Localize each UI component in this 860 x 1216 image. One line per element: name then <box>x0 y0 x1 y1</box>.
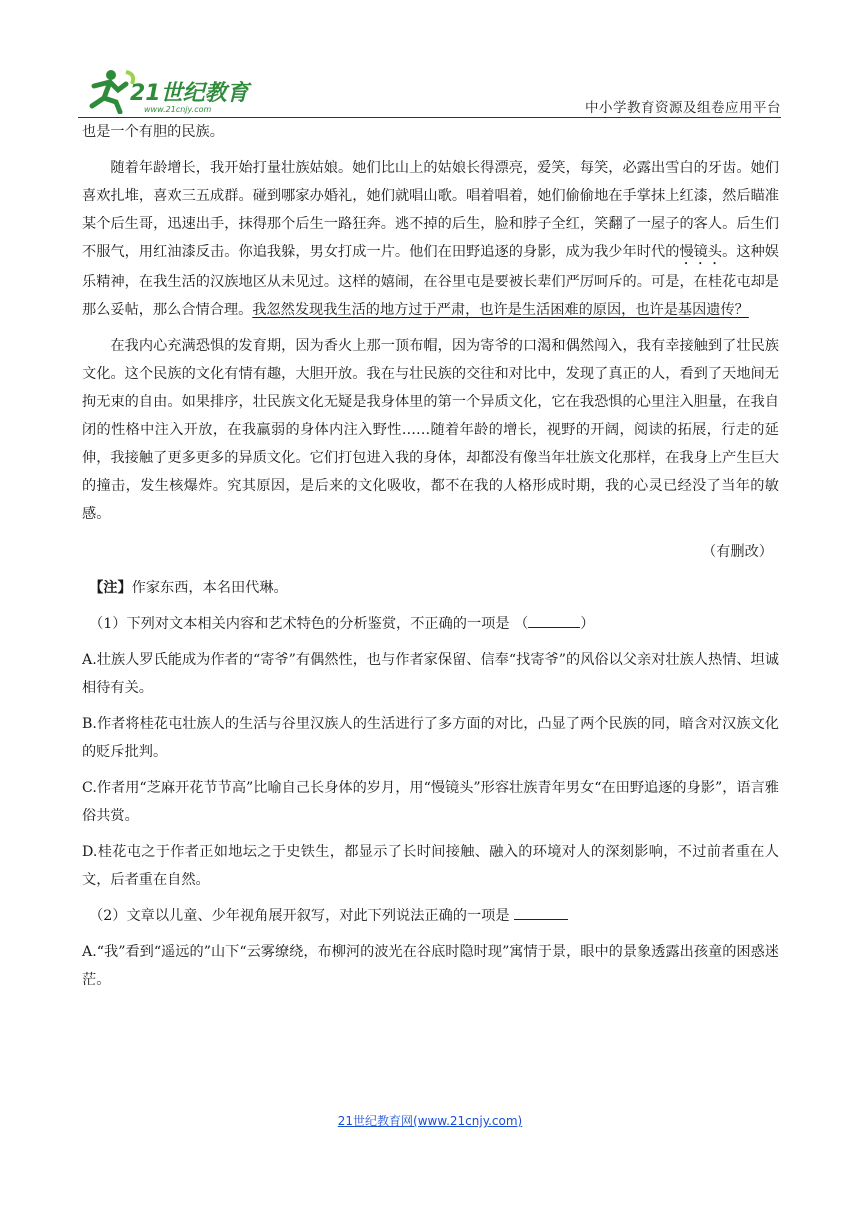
underlined-sentence: 我忽然发现我生活的地方过于严肃，也许是生活困难的原因，也许是基因遗传？ <box>252 302 749 318</box>
question-1-option-c: C.作者用“芝麻开花节节高”比喻自己长身体的岁月，用“慢镜头”形容壮族青年男女“在田野追逐的身影”，语言雅俗共赏。 <box>82 780 779 824</box>
emphasized-phrase: 慢镜头 <box>679 244 723 260</box>
platform-name: 中小学教育资源及组卷应用平台 <box>585 100 781 116</box>
page-footer <box>0 1112 860 1129</box>
question-1-option-b: B.作者将桂花屯壮族人的生活与谷里汉族人的生活进行了多方面的对比，凸显了两个民族的同，暗含对汉族文化的贬斥批判。 <box>82 716 779 760</box>
svg-text:www.21cnjy.com: www.21cnjy.com <box>144 105 212 114</box>
paragraph-0: 也是一个有胆的民族。 <box>82 124 224 140</box>
article-body <box>82 118 779 994</box>
author-note: 【注】作家东西，本名田代琳。 <box>89 580 288 596</box>
source-note: （有删改） <box>702 544 773 560</box>
svg-text:21世纪教育: 21世纪教育 <box>130 81 249 106</box>
page-header <box>78 66 781 116</box>
answer-blank[interactable] <box>528 613 580 628</box>
site-logo <box>80 66 255 114</box>
paragraph-2: 在我内心充满恐惧的发育期，因为香火上那一顶布帽，因为寄爷的口渴和偶然闯入，我有幸接触到了壮民族文化。这个民族的文化有情有趣，大胆开放。我在与壮民族的交往和对比中，发现了真正的人，看到了天地间无拘无束的自由。如果排序，壮民族文化无疑是我身体里的第一个异质文化，它在我恐惧的心里注入胆量，在我自闭的性格中注入开放，在我羸弱的身体内注入野性……随着年龄的增长，视野的开阔，阅读的拓展，行走的延伸，我接触了更多更多的异质文化。它们打包进入我的身体，却都没有像当年壮族文化那样，在我身上产生巨大的撞击，发生核爆炸。究其原因，是后来的文化吸收，都不在我的人格形成时期，我的心灵已经没了当年的敏感。 <box>82 338 779 522</box>
paragraph-1: 随着年龄增长，我开始打量壮族姑娘。她们比山上的姑娘长得漂亮，爱笑，每笑，必露出雪白的牙齿。她们喜欢扎堆，喜欢三五成群。碰到哪家办婚礼，她们就唱山歌。唱着唱着，她们偷偷地在手掌抹上红漆，然后瞄准某个后生哥，迅速出手，抹得那个后生一路狂奔。逃不掉的后生，脸和脖子全红，笑翻了一屋子的客人。后生们不服气，用红油漆反击。你追我躲，男女打成一片。他们在田野追逐的身影，成为我少年时代的慢镜头。这种娱乐精神，在我生活的汉族地区从未见过。这样的嬉闹，在谷里屯是要被长辈们严厉呵斥的。可是，在桂花屯却是那么妥帖，那么合情合理。我忽然发现我生活的地方过于严肃，也许是生活困难的原因，也许是基因遗传？ <box>82 160 779 318</box>
question-1-option-a: A.壮族人罗氏能成为作者的“寄爷”有偶然性，也与作者家保留、信奉“找寄爷”的风俗以父亲对壮族人热情、坦诚相待有关。 <box>82 652 779 696</box>
question-2-option-a: A.“我”看到“遥远的”山下“云雾缭绕，布柳河的波光在谷底时隐时现”寓情于景，眼中的景象透露出孩童的困惑迷茫。 <box>82 944 779 988</box>
answer-blank[interactable] <box>514 905 568 920</box>
question-1-stem: （1）下列对文本相关内容和艺术特色的分析鉴赏，不正确的一项是 （ ） <box>82 610 779 638</box>
question-1-option-d: D.桂花屯之于作者正如地坛之于史铁生，都显示了长时间接触、融入的环境对人的深刻影响，不过前者重在人文，后者重在自然。 <box>82 844 779 888</box>
question-2-stem: （2）文章以儿童、少年视角展开叙写，对此下列说法正确的一项是 <box>82 902 779 930</box>
footer-link[interactable]: 21世纪教育网(www.21cnjy.com) <box>337 1114 523 1128</box>
